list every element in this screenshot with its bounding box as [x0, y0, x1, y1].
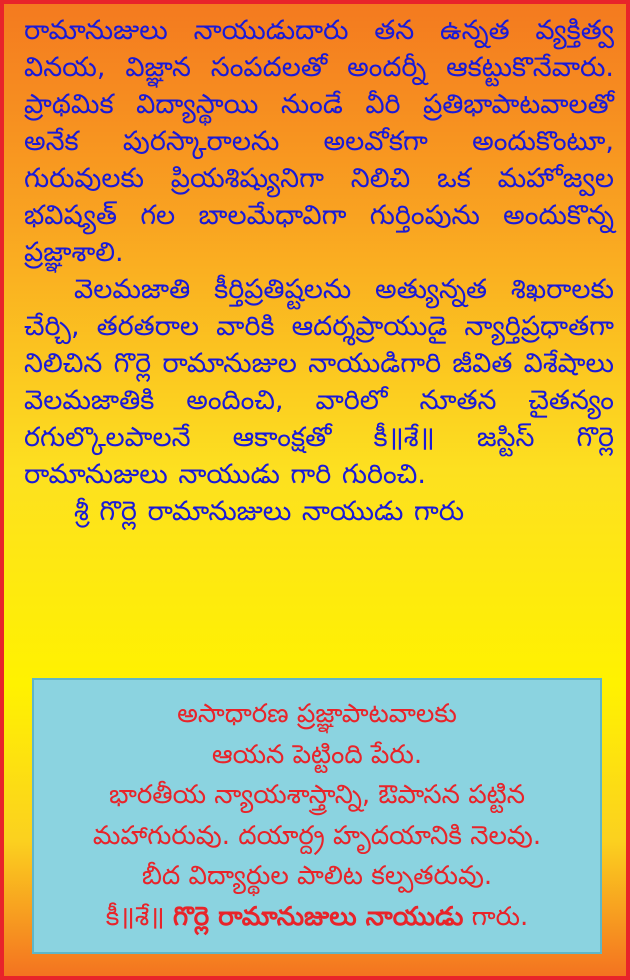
paragraph-2-line-7: గురించి. — [341, 459, 426, 490]
paragraph-2-line-6: కీ॥శే॥ జస్టిస్ గొర్లె రామానుజులు నాయుడు గారి — [24, 422, 615, 490]
paragraph-1 — [24, 12, 614, 271]
paragraph-2-line-2: చేర్చి, తరతరాల వారికి ఆదర్శప్రాయుడై — [24, 311, 448, 342]
paragraph-2-line-5: వారిలో నూతన చైతన్యం రగుల్కొలపాలనే ఆకాంక్షతో — [24, 385, 614, 453]
paragraph-1-line-4: అనేక పురస్కారాలను అలవోకగా అందుకొంటూ, — [24, 126, 614, 157]
paragraph-1-line-1: రామానుజులు నాయుడుదారు తన ఉన్నత వ్యక్తిత్వ — [24, 15, 614, 46]
quote-line-6 — [52, 897, 582, 938]
quote-prefix: కీ॥శే॥ — [105, 901, 174, 932]
quote-line-1: అసాధారణ ప్రజ్ఞాపాటవాలకు — [177, 699, 457, 729]
paragraph-1-line-6: భవిష్యత్ గల బాలమేధావిగా గుర్తింపును అందుకొన్న — [24, 200, 614, 231]
quote-name: గొర్లె రామానుజులు నాయుడు — [173, 901, 464, 932]
paragraph-1-line-3: ప్రాథమిక విద్యాస్థాయి నుండే వీరి ప్రతిభాపాటవాలతో — [24, 89, 614, 120]
paragraph-2-line-3: న్యార్తిప్రధాతగా నిలిచిన గొర్లె రామానుజుల — [24, 311, 614, 379]
paragraph-1-line-5: గురువులకు ప్రియశిష్యునిగా నిలిచి ఒక మహోజ్వల — [24, 163, 614, 194]
paragraph-2-line-4: నాయుడిగారి జీవిత విశేషాలు వెలమజాతికి అందించి, — [24, 348, 614, 416]
quote-line-4: మహాగురువు. దయార్ద్ర హృదయానికి నెలవు. — [92, 820, 542, 851]
paragraph-1-line-2: వినయ, విజ్ఞాన సంపదలతో అందర్నీ ఆకట్టుకొనేవారు. — [24, 52, 614, 83]
quote-line-2: ఆయన పెట్టింది పేరు. — [211, 739, 423, 770]
paragraph-2-line-1: వెలమజాతి కీర్తిప్రతిష్టలను అత్యున్నత శిఖరాలకు — [74, 274, 614, 305]
quote-line-3: భారతీయ న్యాయశాస్త్రాన్ని, ఔపాసన పట్టిన — [108, 780, 526, 810]
highlight-box — [32, 678, 602, 954]
paragraph-3-line-1: శ్రీ గొర్లె రామానుజులు నాయుడు గారు — [74, 496, 465, 527]
quote-suffix: గారు. — [463, 901, 529, 932]
paragraph-1-line-7: ప్రజ్ఞాశాలి. — [24, 237, 124, 268]
paragraph-2 — [24, 271, 614, 493]
quote-line-5: బీద విద్యార్థుల పాలిట కల్పతరువు. — [141, 861, 493, 891]
paragraph-3 — [24, 493, 614, 530]
main-text — [24, 12, 614, 530]
